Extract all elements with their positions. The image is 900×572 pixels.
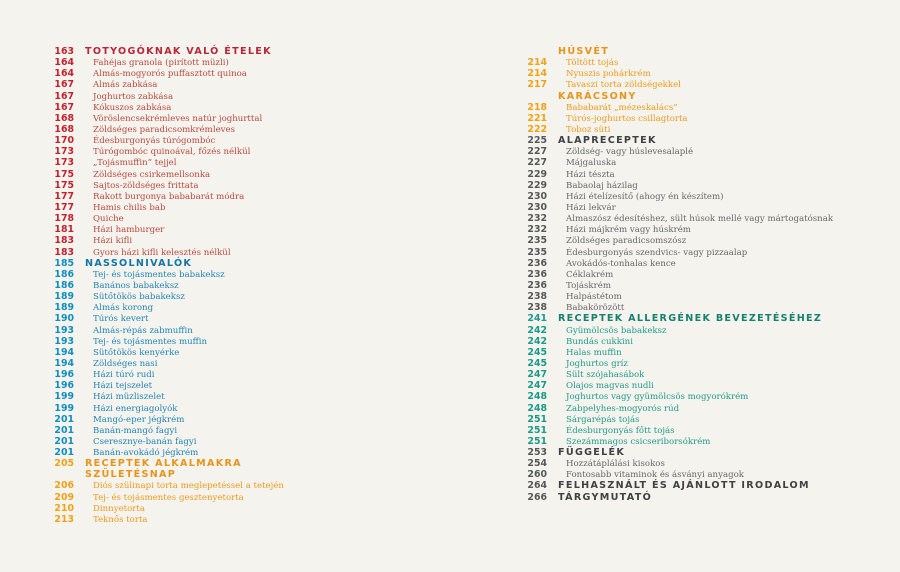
toc-entry bbox=[44, 380, 444, 391]
page-number: 194 bbox=[54, 357, 74, 369]
page-number: 183 bbox=[54, 235, 74, 247]
page-number: 245 bbox=[527, 346, 547, 358]
toc-section-heading bbox=[517, 135, 877, 146]
page-number: 248 bbox=[527, 402, 547, 414]
page-number: 186 bbox=[54, 279, 74, 291]
recipe-title: Házi tészta bbox=[566, 169, 615, 180]
toc-entry bbox=[517, 403, 877, 414]
toc-entry bbox=[44, 358, 444, 369]
page-number: 193 bbox=[54, 324, 74, 336]
toc-entry bbox=[517, 258, 877, 269]
toc-entry bbox=[517, 414, 877, 425]
recipe-title: Quiche bbox=[93, 214, 124, 225]
page-number: 236 bbox=[527, 279, 547, 291]
recipe-title: Almás-répás zabmuffin bbox=[93, 325, 193, 336]
toc-entry bbox=[44, 102, 444, 113]
section-title: SZÜLETÉSNAP bbox=[85, 469, 177, 481]
toc-section-heading bbox=[44, 258, 444, 269]
toc-entry bbox=[517, 280, 877, 291]
toc-entry bbox=[517, 202, 877, 213]
toc-entry bbox=[517, 124, 877, 135]
toc-entry bbox=[517, 458, 877, 469]
recipe-title: Zöldséges nasi bbox=[93, 358, 158, 369]
toc-entry bbox=[44, 68, 444, 79]
page-number: 185 bbox=[54, 257, 74, 269]
toc-left-column bbox=[44, 46, 444, 525]
toc-entry bbox=[517, 68, 877, 79]
recipe-title: Almás-mogyorós puffasztott quinoa bbox=[93, 69, 247, 80]
recipe-title: Joghurtos zabkása bbox=[93, 91, 174, 102]
page-number: 167 bbox=[54, 90, 74, 102]
page-number: 264 bbox=[527, 480, 547, 492]
recipe-title: Almaszósz édesítéshez, sült húsok mellé vagy mártogatósnak bbox=[566, 214, 834, 225]
page-number: 227 bbox=[527, 146, 547, 158]
page-number: 167 bbox=[54, 101, 74, 113]
toc-entry bbox=[44, 213, 444, 224]
page-number: 230 bbox=[527, 190, 547, 202]
page-number: 177 bbox=[54, 190, 74, 202]
recipe-title: Zöldséges paradicsomkrémleves bbox=[93, 124, 236, 135]
recipe-title: Sütőtökös babakeksz bbox=[93, 292, 185, 303]
section-title: KARÁCSONY bbox=[558, 90, 637, 102]
recipe-title: Túrós kevert bbox=[93, 314, 149, 325]
toc-entry bbox=[44, 79, 444, 90]
toc-entry bbox=[517, 57, 877, 68]
toc-entry bbox=[517, 79, 877, 90]
toc-entry bbox=[44, 202, 444, 213]
section-title: NASSOLNIVALÓK bbox=[85, 257, 193, 269]
page-number: 217 bbox=[527, 79, 547, 91]
section-title: FÜGGELÉK bbox=[558, 447, 626, 459]
section-title: FELHASZNÁLT ÉS AJÁNLOTT IRODALOM bbox=[558, 480, 810, 492]
recipe-title: Halpástétom bbox=[566, 292, 622, 303]
page-number: 163 bbox=[54, 46, 74, 57]
toc-entry bbox=[44, 169, 444, 180]
toc-section-heading bbox=[517, 492, 877, 503]
page-number: 178 bbox=[54, 213, 74, 225]
toc-entry bbox=[44, 369, 444, 380]
section-title: TOTYOGÓKNAK VALÓ ÉTELEK bbox=[85, 46, 272, 57]
toc-entry bbox=[44, 325, 444, 336]
page-number: 232 bbox=[527, 224, 547, 236]
recipe-title: Házi hamburger bbox=[93, 225, 165, 236]
page-number: 236 bbox=[527, 268, 547, 280]
toc-entry bbox=[517, 102, 877, 113]
recipe-title: Házi müzliszelet bbox=[93, 392, 165, 403]
recipe-title: Túrós-joghurtos csillagtorta bbox=[566, 113, 688, 124]
page-number: 186 bbox=[54, 268, 74, 280]
toc-entry bbox=[44, 269, 444, 280]
recipe-title: „Tojásmuffin” tejjel bbox=[93, 158, 177, 169]
toc-entry bbox=[44, 191, 444, 202]
page-number: 266 bbox=[527, 491, 547, 503]
page-number: 173 bbox=[54, 157, 74, 169]
toc-entry bbox=[44, 302, 444, 313]
recipe-title: Banán-mangó fagyi bbox=[93, 425, 178, 436]
page-number: 214 bbox=[527, 68, 547, 80]
recipe-title: Házi ételízesítő (ahogy én készítem) bbox=[566, 191, 724, 202]
recipe-title: Bundás cukkini bbox=[566, 336, 633, 347]
recipe-title: Sajtos-zöldséges frittata bbox=[93, 180, 199, 191]
toc-entry bbox=[44, 124, 444, 135]
page-number: 218 bbox=[527, 101, 547, 113]
page-number: 251 bbox=[527, 424, 547, 436]
page-number: 201 bbox=[54, 424, 74, 436]
recipe-title: Hozzátáplálási kisokos bbox=[566, 459, 665, 470]
toc-entry bbox=[517, 291, 877, 302]
section-title: RECEPTEK ALLERGÉNEK BEVEZETÉSÉHEZ bbox=[558, 313, 823, 325]
page-number: 183 bbox=[54, 246, 74, 258]
toc-entry bbox=[44, 180, 444, 191]
toc-entry bbox=[44, 280, 444, 291]
recipe-title: Sült szójahasábok bbox=[566, 370, 645, 381]
page-number: 201 bbox=[54, 435, 74, 447]
page-number: 229 bbox=[527, 179, 547, 191]
toc-entry bbox=[517, 180, 877, 191]
recipe-title: Szezámmagos csicseriborsókrém bbox=[566, 436, 711, 447]
toc-entry bbox=[517, 146, 877, 157]
page-number: 175 bbox=[54, 168, 74, 180]
toc-entry bbox=[44, 514, 444, 525]
page-number: 235 bbox=[527, 235, 547, 247]
page-number: 251 bbox=[527, 413, 547, 425]
toc-entry bbox=[517, 213, 877, 224]
page-number: 189 bbox=[54, 291, 74, 303]
recipe-title: Banános babakeksz bbox=[93, 280, 179, 291]
page-number: 194 bbox=[54, 346, 74, 358]
page-number: 201 bbox=[54, 447, 74, 459]
page-number: 193 bbox=[54, 335, 74, 347]
page-number: 260 bbox=[527, 469, 547, 481]
page-number: 168 bbox=[54, 112, 74, 124]
page-number: 175 bbox=[54, 179, 74, 191]
page-number: 189 bbox=[54, 302, 74, 314]
page-number: 247 bbox=[527, 380, 547, 392]
recipe-title: Cseresznye-banán fagyi bbox=[93, 436, 197, 447]
page-number: 235 bbox=[527, 246, 547, 258]
recipe-title: Édesburgonyás szendvics- vagy pizzaalap bbox=[566, 247, 748, 258]
page-number: 236 bbox=[527, 257, 547, 269]
toc-entry bbox=[517, 235, 877, 246]
recipe-title: Almás zabkása bbox=[93, 80, 158, 91]
recipe-title: Házi tejszelet bbox=[93, 381, 153, 392]
recipe-title: Házi túró rudi bbox=[93, 370, 155, 381]
toc-entry bbox=[517, 358, 877, 369]
page-number: 196 bbox=[54, 369, 74, 381]
page-number: 229 bbox=[527, 168, 547, 180]
toc-section-heading bbox=[517, 313, 877, 324]
recipe-title: Toboz süti bbox=[566, 124, 611, 135]
toc-entry bbox=[44, 480, 444, 491]
page-number: 173 bbox=[54, 146, 74, 158]
recipe-title: Töltött tojás bbox=[566, 58, 619, 69]
toc-entry bbox=[517, 224, 877, 235]
recipe-title: Bababarát „mézeskalács” bbox=[566, 102, 678, 113]
page-number: 221 bbox=[527, 112, 547, 124]
page-number: 199 bbox=[54, 402, 74, 414]
recipe-title: Babaolaj házilag bbox=[566, 180, 638, 191]
recipe-title: Hamis chilis bab bbox=[93, 202, 166, 213]
toc-right-column bbox=[517, 46, 877, 503]
recipe-title: Tej- és tojásmentes babakeksz bbox=[93, 269, 225, 280]
page-number: 201 bbox=[54, 413, 74, 425]
toc-entry bbox=[517, 325, 877, 336]
page-number: 164 bbox=[54, 68, 74, 80]
toc-entry bbox=[44, 235, 444, 246]
page-number: 213 bbox=[54, 513, 74, 525]
toc-entry bbox=[517, 347, 877, 358]
toc-entry bbox=[44, 503, 444, 514]
section-title: RECEPTEK ALKALMAKRA bbox=[85, 458, 242, 470]
recipe-title: Avokádós-tonhalas kence bbox=[566, 258, 676, 269]
section-title: ALAPRECEPTEK bbox=[558, 135, 657, 147]
recipe-title: Kókuszos zabkása bbox=[93, 102, 172, 113]
page-number: 177 bbox=[54, 201, 74, 213]
recipe-title: Házi energiagolyók bbox=[93, 403, 178, 414]
page-number: 241 bbox=[527, 313, 547, 325]
page-number: 225 bbox=[527, 135, 547, 147]
toc-entry bbox=[44, 313, 444, 324]
recipe-title: Fahéjas granola (pirított müzli) bbox=[93, 58, 229, 69]
page-number: 167 bbox=[54, 79, 74, 91]
recipe-title: Házi májkrém vagy húskrém bbox=[566, 225, 691, 236]
toc-entry bbox=[517, 391, 877, 402]
toc-section-heading bbox=[44, 458, 444, 469]
page-number: 205 bbox=[54, 458, 74, 470]
page-number: 168 bbox=[54, 123, 74, 135]
page-number: 222 bbox=[527, 123, 547, 135]
page-number: 190 bbox=[54, 313, 74, 325]
page-number: 238 bbox=[527, 291, 547, 303]
page-number: 251 bbox=[527, 435, 547, 447]
page-number: 254 bbox=[527, 458, 547, 470]
section-title: TÁRGYMUTATÓ bbox=[558, 491, 653, 503]
page-number: 245 bbox=[527, 357, 547, 369]
toc-entry bbox=[44, 336, 444, 347]
toc-entry bbox=[517, 191, 877, 202]
toc-entry bbox=[44, 403, 444, 414]
recipe-title: Gyors házi kifli kelesztés nélkül bbox=[93, 247, 231, 258]
toc-entry bbox=[44, 157, 444, 168]
toc-entry bbox=[44, 391, 444, 402]
recipe-title: Dinnyetorta bbox=[93, 503, 145, 514]
recipe-title: Túrógombóc quinoával, főzés nélkül bbox=[93, 147, 251, 158]
recipe-title: Olajos magvas nudli bbox=[566, 381, 654, 392]
recipe-title: Házi kifli bbox=[93, 236, 133, 247]
recipe-title: Almás korong bbox=[93, 303, 154, 314]
toc-entry bbox=[44, 135, 444, 146]
toc-entry bbox=[44, 247, 444, 258]
recipe-title: Diós szülinapi torta meglepetéssel a tetején bbox=[93, 481, 284, 492]
toc-entry bbox=[517, 436, 877, 447]
recipe-title: Zabpelyhes-mogyorós rúd bbox=[566, 403, 680, 414]
page-number: 247 bbox=[527, 369, 547, 381]
toc-entry bbox=[517, 369, 877, 380]
recipe-title: Tej- és tojásmentes gesztenyetorta bbox=[93, 492, 244, 503]
recipe-title: Sütőtökös kenyérke bbox=[93, 347, 180, 358]
recipe-title: Zöldséges paradicsomszósz bbox=[566, 236, 687, 247]
toc-section-heading bbox=[517, 91, 877, 102]
recipe-title: Tej- és tojásmentes muffin bbox=[93, 336, 208, 347]
recipe-title: Zöldség- vagy húslevesalaplé bbox=[566, 147, 694, 158]
toc-section-heading bbox=[517, 46, 877, 57]
page-number: 164 bbox=[54, 57, 74, 69]
recipe-title: Babakörözött bbox=[566, 303, 625, 314]
toc-entry bbox=[44, 492, 444, 503]
page-number: 181 bbox=[54, 224, 74, 236]
page-number: 248 bbox=[527, 391, 547, 403]
toc-entry bbox=[44, 447, 444, 458]
recipe-title: Halas muffin bbox=[566, 347, 622, 358]
page-number: 210 bbox=[54, 502, 74, 514]
recipe-title: Céklakrém bbox=[566, 269, 614, 280]
toc-entry bbox=[517, 302, 877, 313]
toc-entry bbox=[517, 157, 877, 168]
page-number: 242 bbox=[527, 324, 547, 336]
page-number: 242 bbox=[527, 335, 547, 347]
recipe-title: Házi lekvár bbox=[566, 202, 616, 213]
toc-section-heading bbox=[44, 469, 444, 480]
recipe-title: Vöröslencsekrémleves natúr joghurttal bbox=[93, 113, 263, 124]
recipe-title: Gyümölcsös babakeksz bbox=[566, 325, 667, 336]
toc-entry bbox=[517, 113, 877, 124]
toc-entry bbox=[44, 224, 444, 235]
toc-entry bbox=[44, 347, 444, 358]
recipe-title: Májgaluska bbox=[566, 158, 617, 169]
page-number: 206 bbox=[54, 480, 74, 492]
toc-section-heading bbox=[517, 447, 877, 458]
recipe-title: Joghurtos vagy gyümölcsös mogyorókrém bbox=[566, 392, 749, 403]
toc-section-heading bbox=[517, 480, 877, 491]
toc-section-heading bbox=[44, 46, 444, 57]
recipe-title: Édesburgonyás főtt tojás bbox=[566, 425, 675, 436]
recipe-title: Fontosabb vitaminok és ásványi anyagok bbox=[566, 470, 744, 481]
recipe-title: Édesburgonyás túrógombóc bbox=[93, 136, 216, 147]
page-number: 209 bbox=[54, 491, 74, 503]
toc-entry bbox=[517, 247, 877, 258]
toc-entry bbox=[44, 436, 444, 447]
recipe-title: Tavaszi torta zöldségekkel bbox=[566, 80, 681, 91]
recipe-title: Joghurtos gríz bbox=[566, 358, 628, 369]
toc-entry bbox=[517, 336, 877, 347]
recipe-title: Tojáskrém bbox=[566, 280, 611, 291]
toc-entry bbox=[44, 57, 444, 68]
recipe-title: Nyuszis pohárkrém bbox=[566, 69, 651, 80]
toc-entry bbox=[44, 425, 444, 436]
toc-entry bbox=[517, 425, 877, 436]
toc-entry bbox=[44, 91, 444, 102]
recipe-title: Zöldséges csirkemellsonka bbox=[93, 169, 211, 180]
recipe-title: Teknős torta bbox=[93, 514, 148, 525]
section-title: HÚSVÉT bbox=[558, 46, 610, 57]
page-number: 253 bbox=[527, 447, 547, 459]
toc-entry bbox=[44, 113, 444, 124]
toc-entry bbox=[517, 169, 877, 180]
page-number: 232 bbox=[527, 213, 547, 225]
toc-entry bbox=[517, 269, 877, 280]
toc-entry bbox=[44, 146, 444, 157]
page-number: 196 bbox=[54, 380, 74, 392]
page-number: 238 bbox=[527, 302, 547, 314]
toc-entry bbox=[517, 469, 877, 480]
page-number: 170 bbox=[54, 135, 74, 147]
page-number: 214 bbox=[527, 57, 547, 69]
toc-entry bbox=[517, 380, 877, 391]
page-number: 230 bbox=[527, 201, 547, 213]
page-number: 227 bbox=[527, 157, 547, 169]
page-number: 199 bbox=[54, 391, 74, 403]
toc-entry bbox=[44, 414, 444, 425]
toc-entry bbox=[44, 291, 444, 302]
recipe-title: Banán-avokádó jégkrém bbox=[93, 448, 199, 459]
recipe-title: Rakott burgonya bababarát módra bbox=[93, 191, 245, 202]
recipe-title: Sárgarépás tojás bbox=[566, 414, 640, 425]
recipe-title: Mangó-eper jégkrém bbox=[93, 414, 185, 425]
